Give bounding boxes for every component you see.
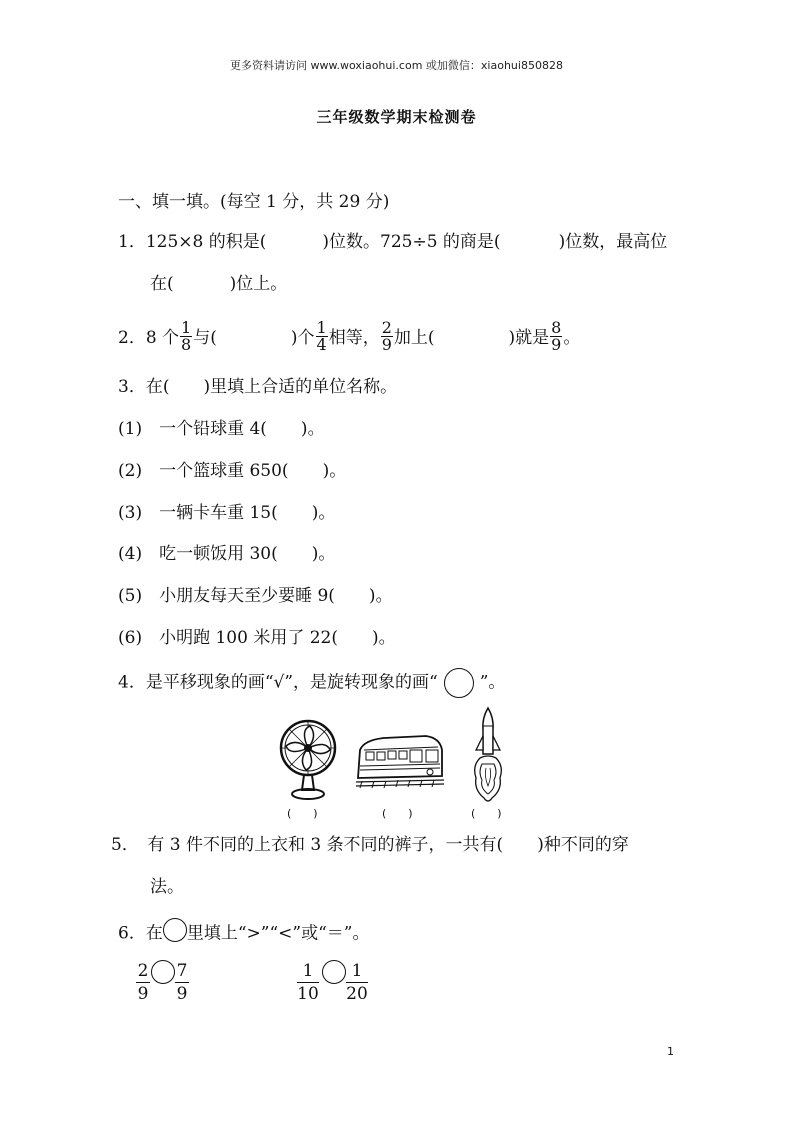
compare-circle-icon bbox=[163, 918, 187, 942]
question-5-line-1: 5． 有 3 件不同的上衣和 3 条不同的裤子，一共有( )种不同的穿 bbox=[111, 835, 629, 855]
page-title: 三年级数学期末检测卷 bbox=[316, 108, 477, 126]
numerator: 1 bbox=[297, 960, 319, 983]
numerator: 1 bbox=[316, 318, 327, 337]
fraction-1-8 bbox=[180, 320, 192, 353]
question-3-item: (6) 小明跑 100 米用了 22( )。 bbox=[118, 628, 396, 648]
question-3-item: (5) 小朋友每天至少要睡 9( )。 bbox=[118, 586, 393, 606]
q4-text-a: 4．是平移现象的画“√”，是旋转现象的画“ bbox=[118, 672, 438, 693]
numerator: 2 bbox=[137, 961, 149, 981]
q2-text-g: )就是 bbox=[508, 328, 550, 348]
q1-text-b: )位数。725÷5 的商是( bbox=[322, 232, 501, 252]
page-header: 更多资料请访问 www.woxiaohui.com 或加微信：xiaohui850828 bbox=[230, 59, 563, 72]
train-icon bbox=[354, 730, 446, 792]
q4-answer-paren-1: ( ) bbox=[287, 807, 318, 820]
q1-text-c: )位数，最高位 bbox=[558, 232, 668, 252]
numerator: 8 bbox=[551, 318, 562, 337]
question-3-item: (4) 吃一顿饭用 30( )。 bbox=[118, 544, 336, 564]
fraction-7-9 bbox=[175, 960, 189, 1005]
numerator: 1 bbox=[181, 318, 192, 337]
question-2 bbox=[118, 318, 581, 355]
compare-circle-icon bbox=[322, 960, 346, 984]
question-3-item: (2) 一个篮球重 650( )。 bbox=[118, 461, 347, 481]
page-number: 1 bbox=[667, 1045, 674, 1058]
compare-circle-icon bbox=[151, 960, 175, 984]
q1-text-a: 1．125×8 的积是( bbox=[118, 232, 267, 252]
q6-text-b: 里填上“>”“<”或“＝”。 bbox=[186, 923, 370, 944]
fraction-1-4 bbox=[316, 320, 328, 353]
question-3-item: (3) 一辆卡车重 15( )。 bbox=[118, 503, 336, 523]
fraction-2-9 bbox=[136, 960, 150, 1005]
fraction-1-20 bbox=[346, 960, 368, 1005]
rocket-icon bbox=[466, 706, 510, 806]
q1-text-d: 在( bbox=[150, 274, 174, 294]
q1-text-e: )位上。 bbox=[229, 274, 288, 294]
denominator: 9 bbox=[137, 984, 149, 1004]
q2-text-c: )个 bbox=[290, 328, 315, 348]
fraction-8-9 bbox=[550, 320, 562, 353]
fraction-2-9 bbox=[381, 320, 393, 353]
section-heading: 一、填一填。(每空 1 分，共 29 分) bbox=[118, 192, 390, 212]
q4-answer-paren-2: ( ) bbox=[382, 807, 413, 820]
numerator: 2 bbox=[381, 318, 392, 337]
q2-text-h: 。 bbox=[563, 328, 581, 348]
denominator: 20 bbox=[346, 984, 368, 1004]
denominator: 10 bbox=[297, 984, 319, 1004]
denominator: 4 bbox=[316, 335, 327, 354]
question-5-line-2: 法。 bbox=[150, 877, 184, 897]
q2-text-e: 加上( bbox=[393, 328, 435, 348]
question-4 bbox=[118, 668, 505, 698]
question-6 bbox=[118, 922, 369, 946]
denominator: 9 bbox=[551, 335, 562, 354]
circle-symbol-icon bbox=[444, 668, 474, 698]
q4-text-b: ”。 bbox=[479, 672, 506, 693]
question-1-line-1 bbox=[118, 231, 667, 253]
denominator: 8 bbox=[181, 335, 192, 354]
q2-text-a: 2．8 个 bbox=[118, 328, 180, 348]
q2-text-d: 相等， bbox=[328, 328, 380, 348]
fraction-1-10 bbox=[297, 960, 319, 1005]
q2-text-b: 与( bbox=[193, 328, 217, 348]
question-3-stem: 3．在( )里填上合适的单位名称。 bbox=[118, 377, 398, 397]
numerator: 1 bbox=[346, 960, 368, 983]
q6-text-a: 6．在 bbox=[118, 923, 163, 944]
denominator: 9 bbox=[381, 335, 392, 354]
question-1-line-2 bbox=[150, 273, 287, 295]
numerator: 7 bbox=[176, 961, 188, 981]
fan-icon bbox=[278, 718, 340, 802]
denominator: 9 bbox=[176, 984, 188, 1004]
question-3-item: (1) 一个铅球重 4( )。 bbox=[118, 419, 325, 439]
q4-answer-paren-3: ( ) bbox=[471, 807, 502, 820]
